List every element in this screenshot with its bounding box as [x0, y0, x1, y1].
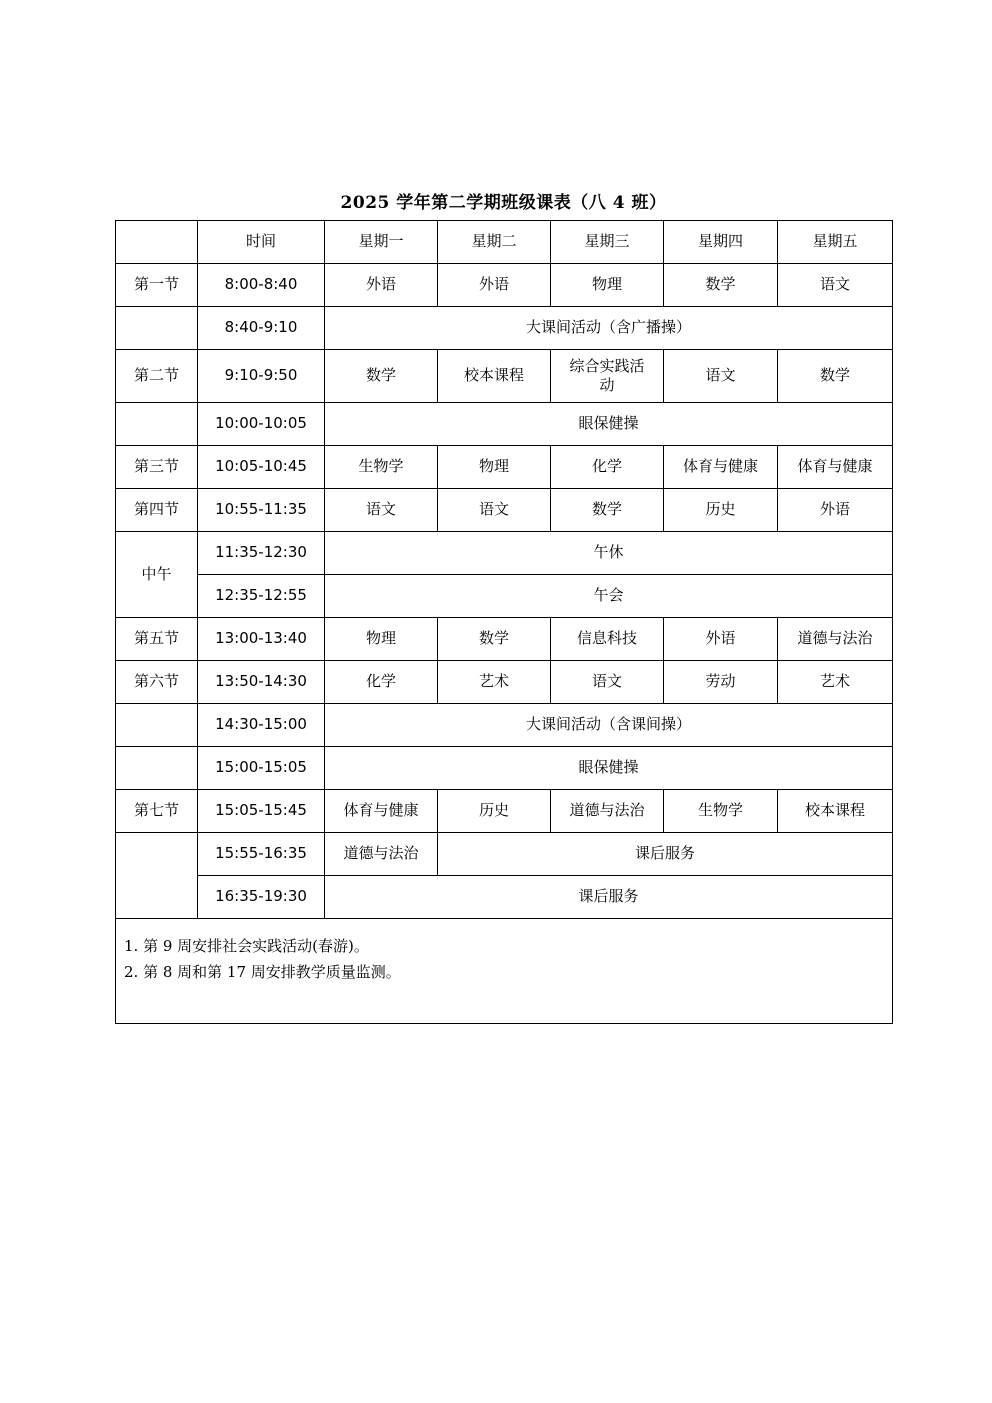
subject-cell: 生物学	[325, 446, 438, 489]
activity-cell: 课后服务	[325, 876, 893, 919]
subject-cell: 道德与法治	[551, 790, 664, 833]
period-label: 第六节	[116, 661, 198, 704]
period-label: 第七节	[116, 790, 198, 833]
header-time: 时间	[198, 221, 325, 264]
subject-cell: 物理	[551, 264, 664, 307]
time-cell: 9:10-9:50	[198, 350, 325, 403]
subject-cell: 数学	[325, 350, 438, 403]
time-cell: 11:35-12:30	[198, 532, 325, 575]
header-day: 星期二	[438, 221, 551, 264]
activity-row	[116, 307, 893, 350]
note-item: 1. 第 9 周安排社会实践活动(春游)。	[124, 937, 369, 955]
header-row	[116, 221, 893, 264]
subject-cell: 体育与健康	[325, 790, 438, 833]
subject-cell: 道德与法治	[325, 833, 438, 876]
note-item: 2. 第 8 周和第 17 周安排教学质量监测。	[124, 963, 401, 982]
subject-cell: 数学	[664, 264, 778, 307]
period-row	[116, 661, 893, 704]
subject-cell: 历史	[664, 489, 778, 532]
time-cell: 8:00-8:40	[198, 264, 325, 307]
subject-cell: 语文	[325, 489, 438, 532]
subject-cell: 化学	[551, 446, 664, 489]
notes-row	[116, 919, 893, 1024]
activity-row	[116, 403, 893, 446]
period-row	[116, 350, 893, 403]
activity-cell: 眼保健操	[325, 747, 893, 790]
period-label: 第一节	[116, 264, 198, 307]
period-row	[116, 790, 893, 833]
subject-cell: 信息科技	[551, 618, 664, 661]
header-day: 星期五	[778, 221, 893, 264]
subject-cell: 外语	[664, 618, 778, 661]
subject-cell: 外语	[438, 264, 551, 307]
activity-row	[116, 876, 893, 919]
header-day: 星期一	[325, 221, 438, 264]
subject-cell: 劳动	[664, 661, 778, 704]
class-timetable	[115, 220, 893, 1024]
period-label: 中午	[116, 532, 198, 618]
subject-cell: 语文	[664, 350, 778, 403]
period-label: 第五节	[116, 618, 198, 661]
time-cell: 10:55-11:35	[198, 489, 325, 532]
subject-cell: 体育与健康	[664, 446, 778, 489]
activity-cell: 大课间活动（含广播操）	[325, 307, 893, 350]
subject-cell: 化学	[325, 661, 438, 704]
activity-cell: 大课间活动（含课间操）	[325, 704, 893, 747]
period-label: 第二节	[116, 350, 198, 403]
activity-cell: 眼保健操	[325, 403, 893, 446]
period-row	[116, 489, 893, 532]
subject-cell: 生物学	[664, 790, 778, 833]
header-day: 星期三	[551, 221, 664, 264]
time-cell: 13:00-13:40	[198, 618, 325, 661]
subject-cell: 校本课程	[438, 350, 551, 403]
activity-row	[116, 704, 893, 747]
period-row	[116, 264, 893, 307]
subject-cell: 外语	[778, 489, 893, 532]
activity-cell: 课后服务	[438, 833, 893, 876]
time-cell: 15:00-15:05	[198, 747, 325, 790]
subject-cell: 艺术	[438, 661, 551, 704]
time-cell: 13:50-14:30	[198, 661, 325, 704]
subject-cell: 物理	[438, 446, 551, 489]
time-cell: 12:35-12:55	[198, 575, 325, 618]
subject-cell: 校本课程	[778, 790, 893, 833]
time-cell: 15:05-15:45	[198, 790, 325, 833]
empty-label	[116, 704, 198, 747]
subject-cell: 体育与健康	[778, 446, 893, 489]
time-cell: 14:30-15:00	[198, 704, 325, 747]
subject-cell: 历史	[438, 790, 551, 833]
subject-cell: 语文	[438, 489, 551, 532]
subject-cell: 综合实践活动	[551, 350, 664, 403]
header-day: 星期四	[664, 221, 778, 264]
subject-cell: 语文	[551, 661, 664, 704]
page-title: 2025 学年第二学期班级课表（八 4 班）	[340, 193, 667, 213]
subject-cell: 道德与法治	[778, 618, 893, 661]
subject-cell: 语文	[778, 264, 893, 307]
activity-row	[116, 532, 893, 575]
activity-cell: 午休	[325, 532, 893, 575]
time-cell: 10:05-10:45	[198, 446, 325, 489]
subject-cell: 艺术	[778, 661, 893, 704]
subject-cell: 数学	[551, 489, 664, 532]
empty-label	[116, 307, 198, 350]
time-cell: 16:35-19:30	[198, 876, 325, 919]
activity-row	[116, 575, 893, 618]
time-cell: 15:55-16:35	[198, 833, 325, 876]
subject-cell: 数学	[438, 618, 551, 661]
period-label: 第四节	[116, 489, 198, 532]
subject-cell: 物理	[325, 618, 438, 661]
subject-cell: 数学	[778, 350, 893, 403]
period-row	[116, 618, 893, 661]
activity-cell: 午会	[325, 575, 893, 618]
period-row	[116, 446, 893, 489]
empty-label	[116, 747, 198, 790]
time-cell: 10:00-10:05	[198, 403, 325, 446]
activity-row	[116, 747, 893, 790]
empty-label	[116, 403, 198, 446]
header-corner	[116, 221, 198, 264]
period-label: 第三节	[116, 446, 198, 489]
empty-label	[116, 833, 198, 919]
subject-cell: 外语	[325, 264, 438, 307]
activity-row	[116, 833, 893, 876]
time-cell: 8:40-9:10	[198, 307, 325, 350]
notes-cell	[116, 919, 893, 1024]
